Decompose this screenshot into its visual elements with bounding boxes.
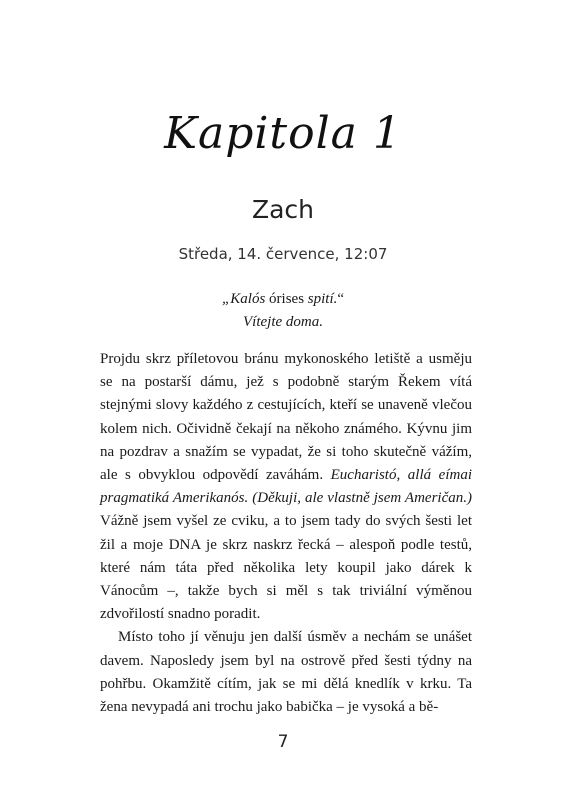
epigraph-word-orises: órises [265,291,308,307]
epigraph-word-kalos: Kalós [230,291,266,307]
paragraph-1-part-2: Vážně jsem vyšel ze cviku, a to jsem tady do svých šesti let žil a moje DNA je skrz naskrz řecká – alespoň podle testů, které nám táta před několika lety koupil jako dárek k Vánocům –, takže bych si měl s tak triviální výměnou zdvořilostí snadno poradit. [100,513,472,623]
paragraph-1-greek-phrase: Eucharistó, allá eímai pragmatiká Amerikanós. (Děkuji, ale vlastně jsem Američan.) [100,467,472,507]
epigraph-quote-close: “ [337,291,345,307]
paragraph-1-part-1: Projdu skrz příletovou bránu mykonoského letiště a usměju se na postarší dámu, jež s podobně starým Řekem vítá stejnými slovy každého z cestujících, kteří se unaveně vlečou kolem nich. Očividně čekají na někoho známého. Kývnu jim na pozdrav a snažím se vypadat, že si toho skutečně vážím, ale s obvyklou odpovědí zaváhám. [100,351,472,484]
epigraph-quote-open: „ [221,291,231,307]
body-text [100,348,472,719]
epigraph-line-1 [0,288,566,311]
chapter-title: Kapitola 1 [164,108,402,159]
paragraph-2: Místo toho jí věnuju jen další úsměv a nechám se unášet davem. Naposledy jsem byl na ostrově před šesti týdny na pohřbu. Okamžitě cítím, jak se mi dělá knedlík v krku. Ta žena nevypadá ani trochu jako babička – je vysoká a bě- [100,629,472,716]
epigraph-line-2: Vítejte doma. [243,314,323,330]
paragraph-1 [100,348,472,626]
epigraph-word-spiti: spití. [307,291,338,307]
page-number: 7 [277,732,289,752]
epigraph [0,288,566,334]
narrator-name: Zach [251,195,315,224]
dateline: Středa, 14. července, 12:07 [178,245,388,263]
